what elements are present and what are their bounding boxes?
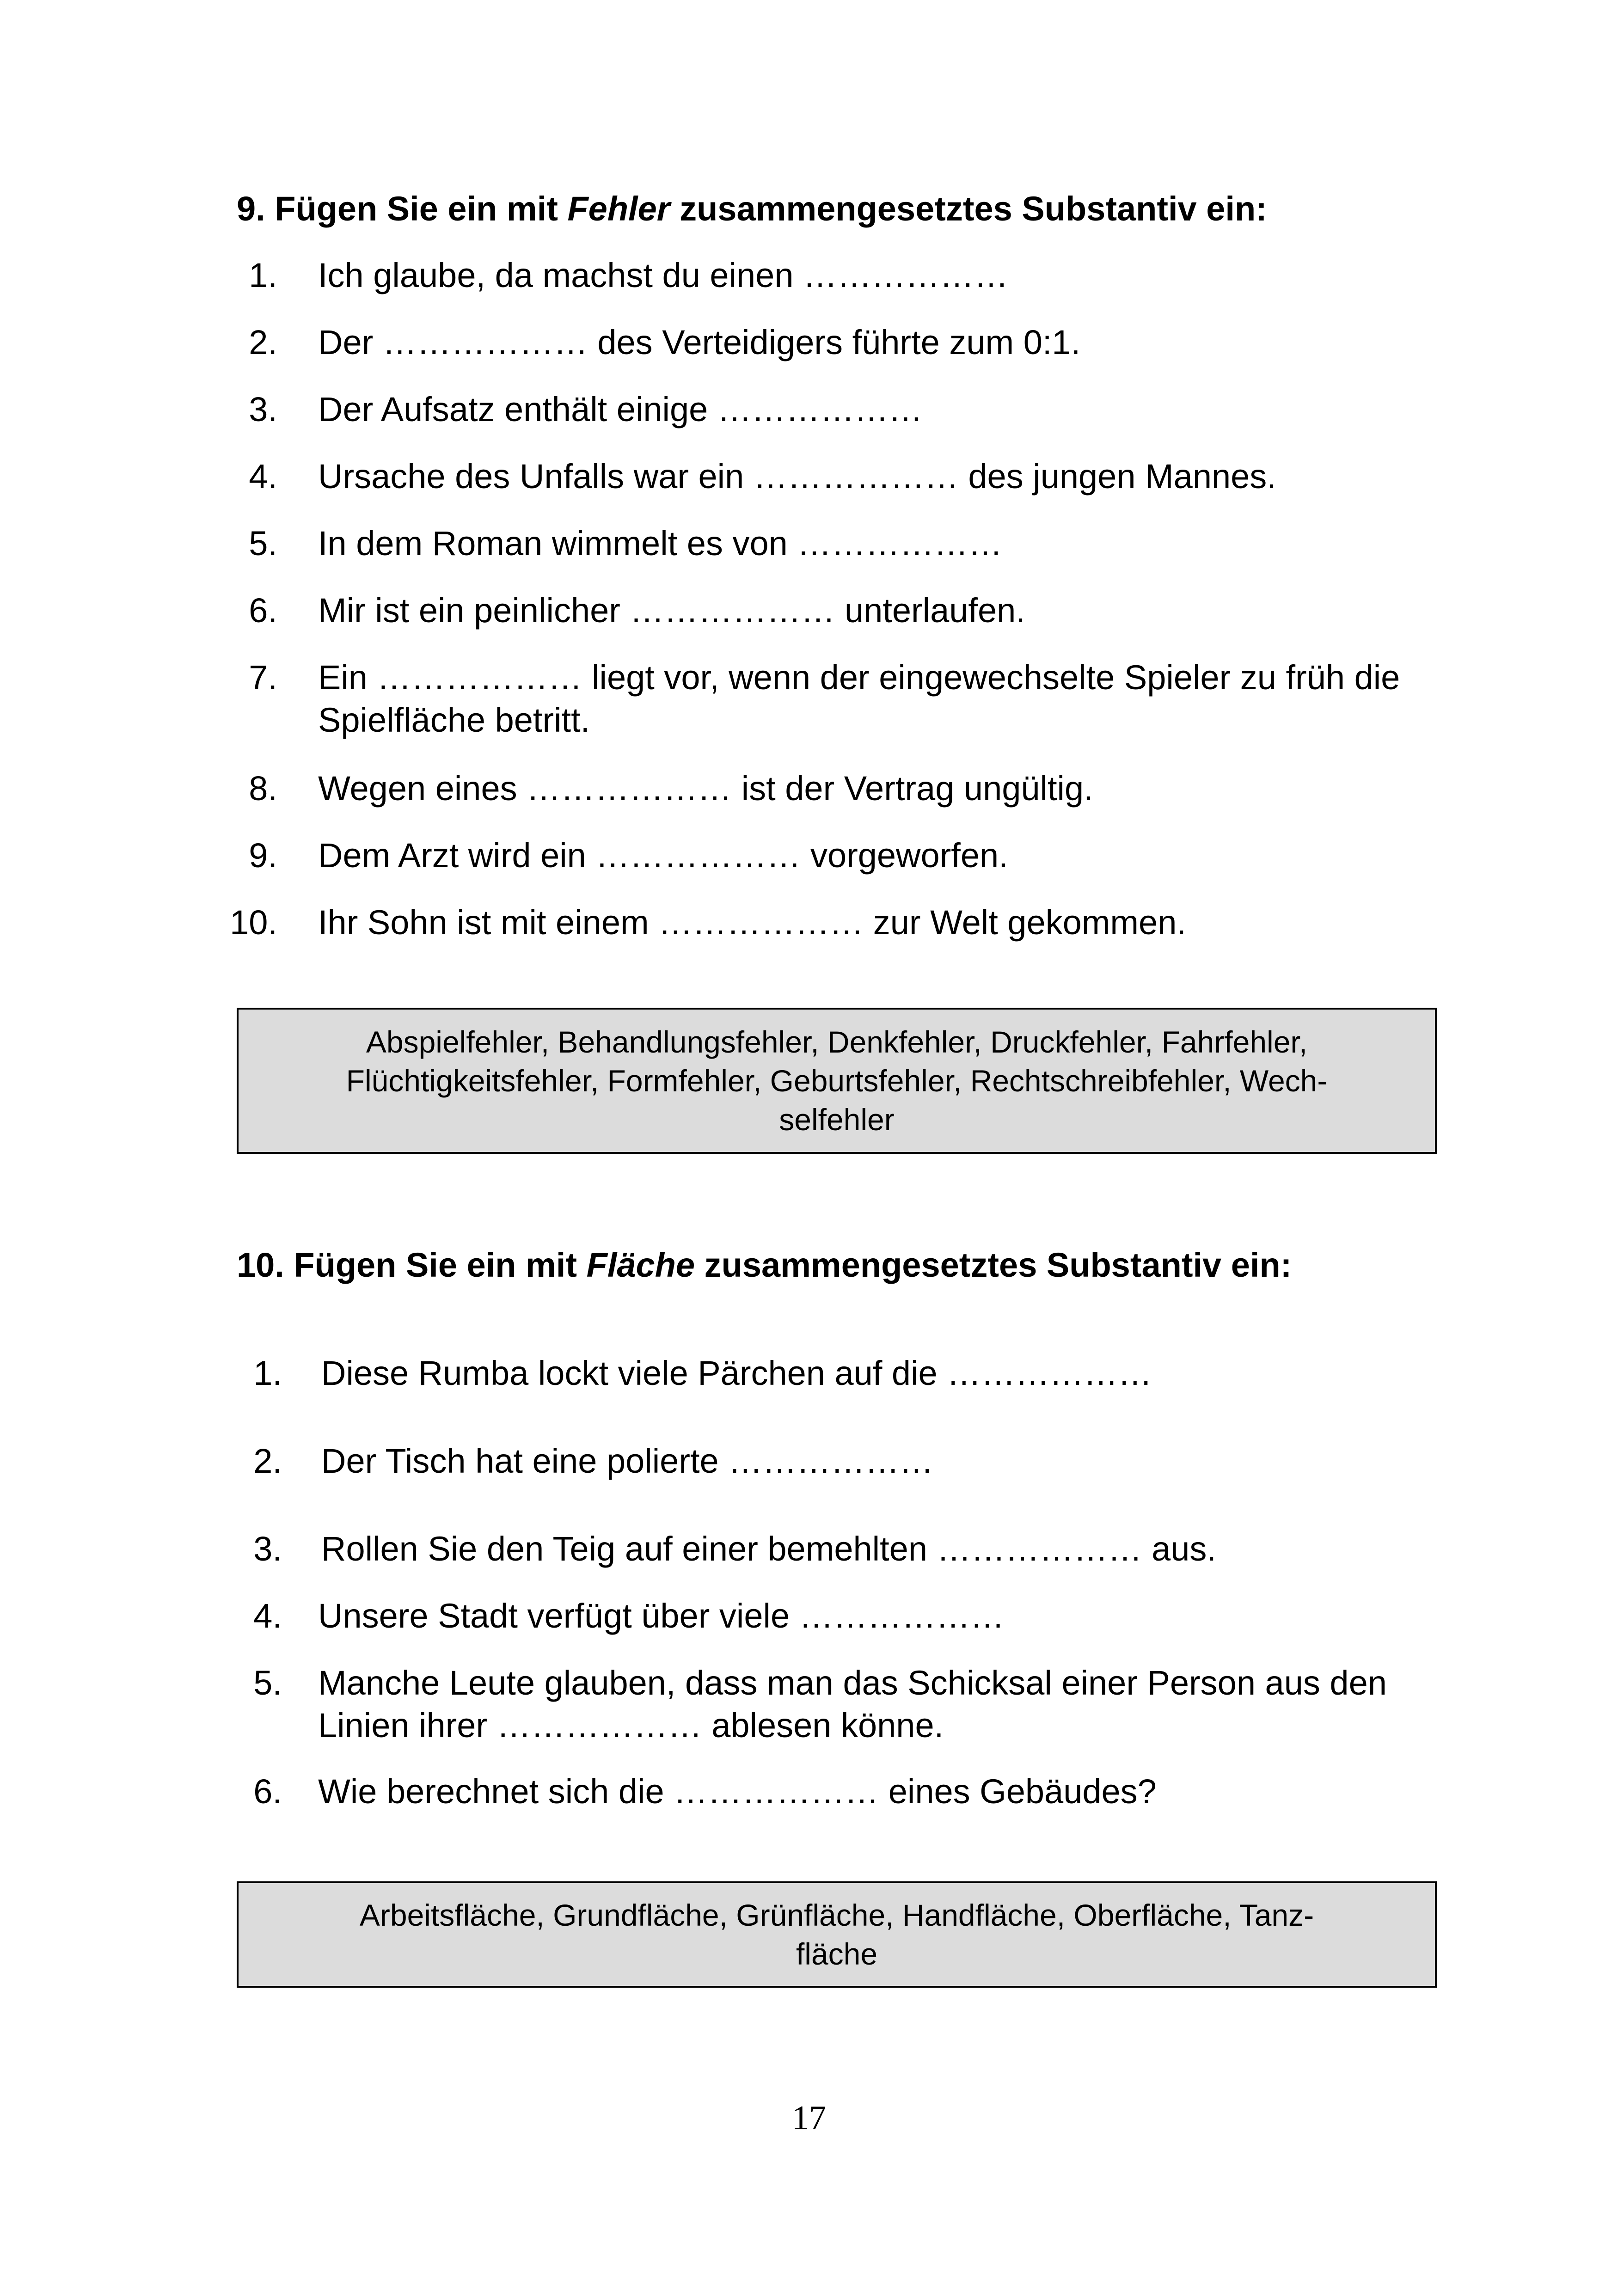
item-number: 2. bbox=[253, 1442, 282, 1480]
item-number: 7. bbox=[249, 658, 277, 697]
item-text: Der ……………… des Verteidigers führte zum 0:1. bbox=[318, 323, 1081, 361]
item-text: Ursache des Unfalls war ein ……………… des jungen Mannes. bbox=[318, 457, 1276, 496]
word-box-line: selfehler bbox=[779, 1102, 895, 1137]
exercise-10-title-keyword: Fläche bbox=[586, 1246, 695, 1284]
item-number: 8. bbox=[249, 769, 277, 808]
item-number: 2. bbox=[249, 323, 277, 361]
item-text: Diese Rumba lockt viele Pärchen auf die ……………… bbox=[321, 1354, 1152, 1392]
item-number: 3. bbox=[253, 1530, 282, 1568]
item-text: Der Aufsatz enthält einige ……………… bbox=[318, 390, 923, 429]
item-number: 1. bbox=[253, 1354, 282, 1392]
item-number: 3. bbox=[249, 390, 277, 429]
word-box-line: Abspielfehler, Behandlungsfehler, Denkfehler, Druckfehler, Fahrfehler, bbox=[366, 1025, 1308, 1059]
word-box-text bbox=[360, 1896, 1314, 1973]
item-text: Manche Leute glauben, dass man das Schicksal einer Person aus den Linien ihrer ……………… ablesen könne. bbox=[318, 1664, 1387, 1745]
word-box-line: Flüchtigkeitsfehler, Formfehler, Geburtsfehler, Rechtschreibfehler, Wech- bbox=[346, 1064, 1328, 1098]
item-text: Ihr Sohn ist mit einem ……………… zur Welt gekommen. bbox=[318, 903, 1186, 942]
word-box-line: fläche bbox=[796, 1937, 878, 1971]
exercise-9-title-prefix: 9. Fügen Sie ein mit bbox=[237, 190, 568, 228]
word-box-line: Arbeitsfläche, Grundfläche, Grünfläche, Handfläche, Oberfläche, Tanz- bbox=[359, 1898, 1314, 1932]
exercise-9-title-keyword: Fehler bbox=[567, 190, 670, 228]
item-text: Rollen Sie den Teig auf einer bemehlten ……………… aus. bbox=[321, 1530, 1216, 1568]
item-text: Der Tisch hat eine polierte ……………… bbox=[321, 1442, 934, 1480]
item-text: Unsere Stadt verfügt über viele ……………… bbox=[318, 1597, 1005, 1635]
item-text: Wie berechnet sich die ……………… eines Gebäudes? bbox=[318, 1772, 1157, 1811]
exercise-10-title-prefix: 10. Fügen Sie ein mit bbox=[237, 1246, 587, 1284]
item-number: 1. bbox=[249, 256, 277, 294]
exercise-10-title bbox=[237, 1248, 1292, 1282]
word-box-exercise-9 bbox=[237, 1008, 1437, 1154]
word-box-exercise-10 bbox=[237, 1881, 1437, 1988]
exercise-9-title bbox=[237, 192, 1267, 226]
word-box-text bbox=[346, 1022, 1328, 1139]
item-number: 5. bbox=[249, 524, 277, 563]
item-number: 5. bbox=[253, 1664, 282, 1702]
exercise-9-title-suffix: zusammengesetztes Substantiv ein: bbox=[670, 190, 1267, 228]
item-text: Mir ist ein peinlicher ……………… unterlaufen. bbox=[318, 591, 1025, 630]
item-number: 4. bbox=[253, 1597, 282, 1635]
item-text: Ich glaube, da machst du einen ……………… bbox=[318, 256, 1009, 294]
page-number: 17 bbox=[792, 2099, 826, 2137]
item-number: 6. bbox=[249, 591, 277, 630]
item-text: In dem Roman wimmelt es von ……………… bbox=[318, 524, 1003, 563]
item-number: 10. bbox=[230, 903, 277, 942]
item-text: Wegen eines ……………… ist der Vertrag ungültig. bbox=[318, 769, 1093, 808]
exercise-10-title-suffix: zusammengesetztes Substantiv ein: bbox=[695, 1246, 1292, 1284]
item-text: Ein ……………… liegt vor, wenn der eingewechselte Spieler zu früh die Spielfläche betritt. bbox=[318, 658, 1400, 739]
item-text: Dem Arzt wird ein ……………… vorgeworfen. bbox=[318, 836, 1008, 875]
item-number: 9. bbox=[249, 836, 277, 875]
item-number: 4. bbox=[249, 457, 277, 496]
item-number: 6. bbox=[253, 1772, 282, 1811]
